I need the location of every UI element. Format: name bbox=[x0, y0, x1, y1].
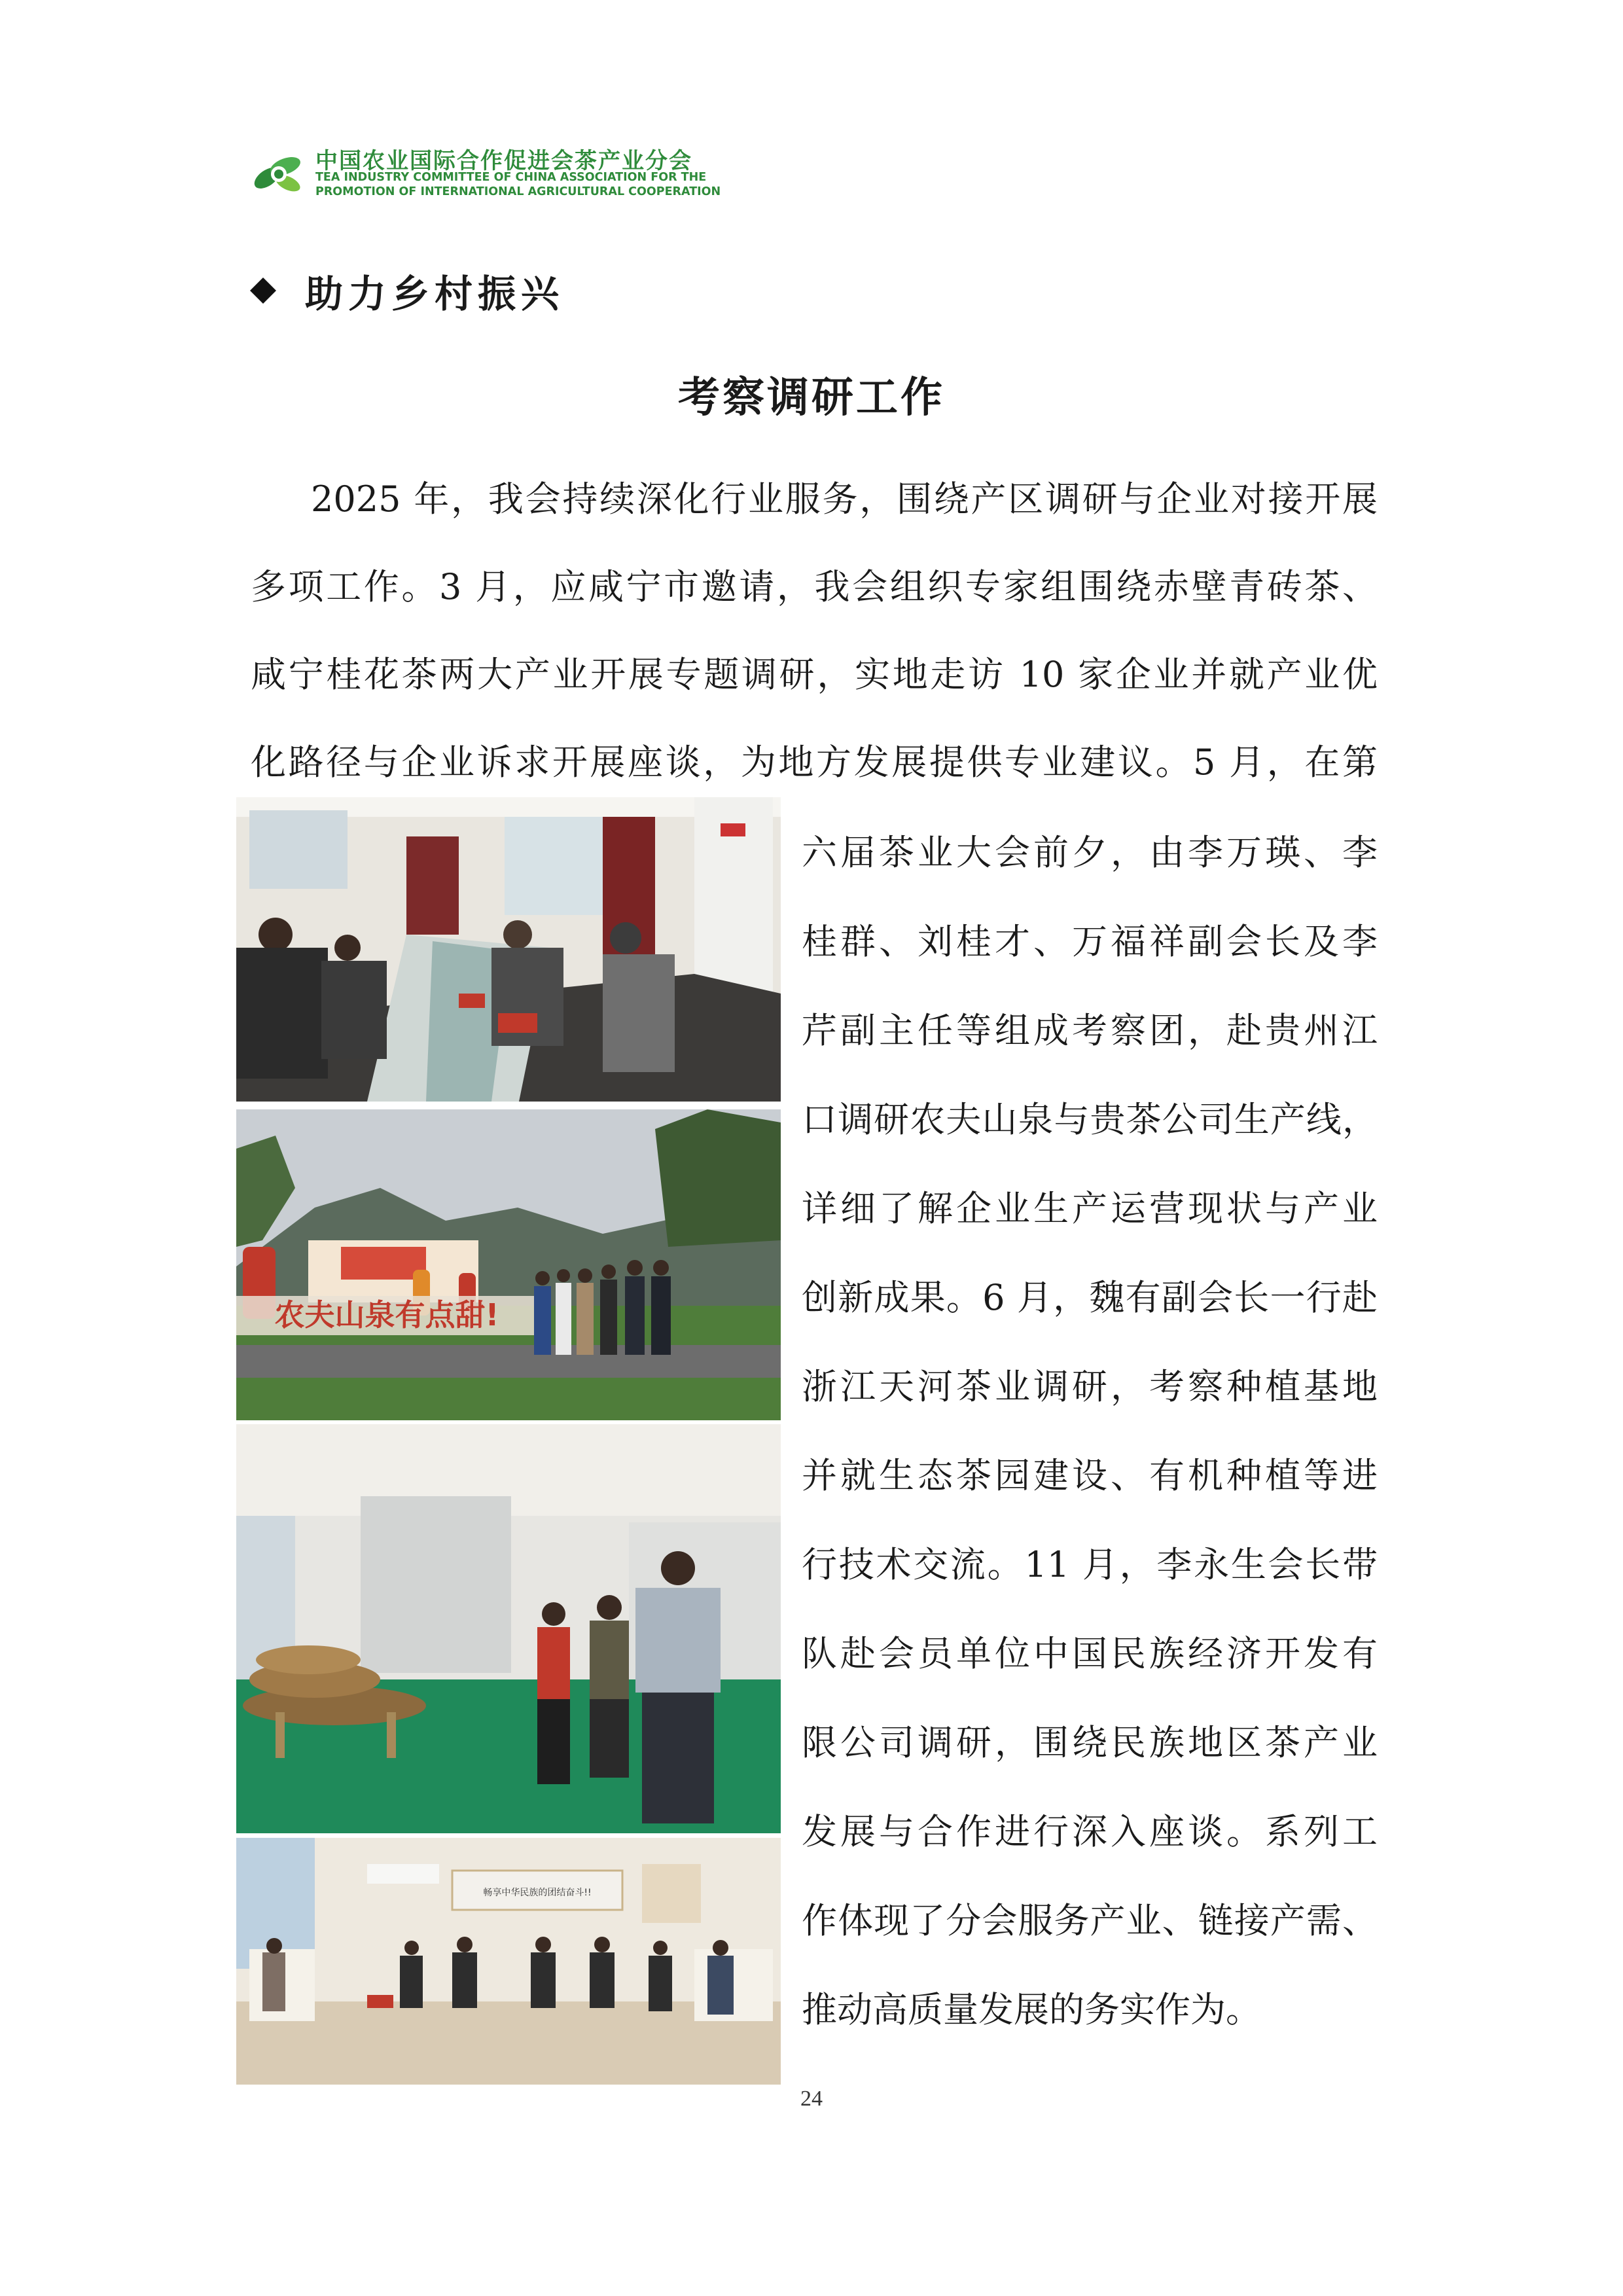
body-line: 创新成果。6 月，魏有副会长一行赴 bbox=[802, 1277, 1378, 1318]
org-name-en-line2: PROMOTION OF INTERNATIONAL AGRICULTURAL COOPERATION bbox=[315, 185, 721, 198]
body-line: 咸宁桂花茶两大产业开展专题调研，实地走访 10 家企业并就产业优 bbox=[251, 654, 1378, 695]
body-line: 芹副主任等组成考察团，赴贵州江 bbox=[802, 1010, 1378, 1051]
photo-meeting-room bbox=[236, 797, 781, 1102]
body-line: 限公司调研，围绕民族地区茶产业 bbox=[802, 1722, 1378, 1763]
body-line: 2025 年，我会持续深化行业服务，围绕产区调研与企业对接开展 bbox=[311, 478, 1378, 520]
header bbox=[247, 140, 758, 203]
photo2-sign-text: 农夫山泉有点甜! bbox=[274, 1297, 499, 1333]
body-line: 化路径与企业诉求开展座谈，为地方发展提供专业建议。5 月，在第 bbox=[251, 742, 1378, 783]
org-name-en bbox=[315, 170, 721, 199]
photo-nongfu-spring-outdoor bbox=[236, 1109, 781, 1420]
section-heading bbox=[250, 264, 564, 317]
section-title: 助力乡村振兴 bbox=[305, 272, 565, 316]
diamond-bullet-icon bbox=[250, 278, 276, 304]
photo-factory-floor bbox=[236, 1424, 781, 1833]
org-name-en-line1: TEA INDUSTRY COMMITTEE OF CHINA ASSOCIATION FOR THE bbox=[315, 171, 707, 184]
org-name-cn: 中国农业国际合作促进会茶产业分会 bbox=[315, 148, 692, 174]
body-line: 详细了解企业生产运营现状与产业 bbox=[802, 1188, 1378, 1229]
body-line: 六届茶业大会前夕，由李万瑛、李 bbox=[802, 832, 1378, 873]
body-line: 口调研农夫山泉与贵茶公司生产线， bbox=[802, 1099, 1378, 1140]
body-line: 发展与合作进行深入座谈。系列工 bbox=[802, 1811, 1378, 1852]
photo4-banner-text: 畅享中华民族的团结奋斗!! bbox=[483, 1888, 592, 1898]
article-title: 考察调研工作 bbox=[678, 374, 945, 422]
body-line: 多项工作。3 月，应咸宁市邀请，我会组织专家组围绕赤壁青砖茶、 bbox=[251, 566, 1378, 607]
body-line: 浙江天河茶业调研，考察种植基地 bbox=[802, 1366, 1378, 1407]
photo-reception-meeting bbox=[236, 1838, 781, 2085]
body-line: 队赴会员单位中国民族经济开发有 bbox=[802, 1633, 1378, 1674]
tea-leaf-logo-icon bbox=[247, 140, 310, 203]
body-line: 行技术交流。11 月，李永生会长带 bbox=[802, 1544, 1378, 1585]
body-line: 并就生态茶园建设、有机种植等进 bbox=[802, 1455, 1378, 1496]
body-line: 作体现了分会服务产业、链接产需、 bbox=[802, 1900, 1378, 1941]
body-line: 桂群、刘桂才、万福祥副会长及李 bbox=[802, 921, 1378, 962]
body-line: 推动高质量发展的务实作为。 bbox=[802, 1989, 1261, 2030]
page-number: 24 bbox=[800, 2087, 823, 2111]
